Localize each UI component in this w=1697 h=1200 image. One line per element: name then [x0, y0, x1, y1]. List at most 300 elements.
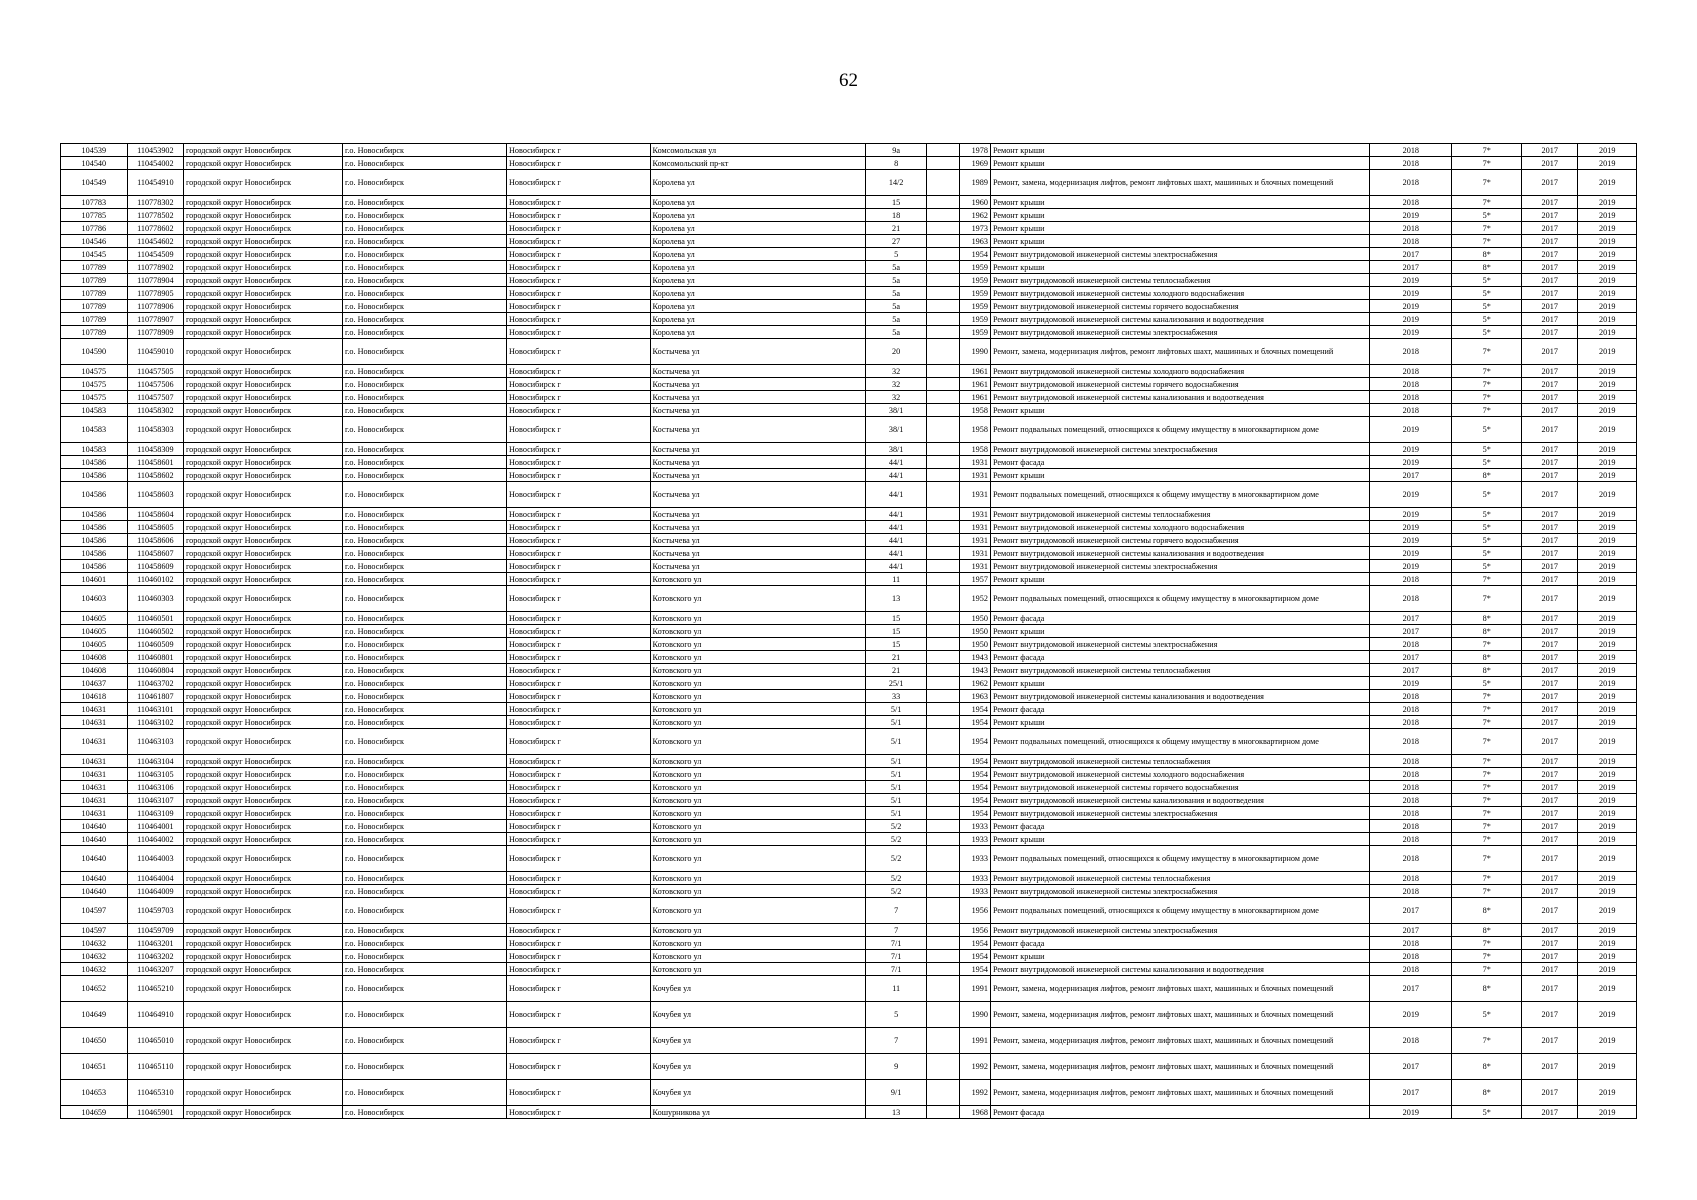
cell-plan-year: 2018	[1370, 339, 1452, 365]
cell-locality: Новосибирск г	[507, 573, 651, 586]
cell-work-type: Ремонт, замена, модернизация лифтов, ремонт лифтовых шахт, машинных и блочных помещений	[990, 170, 1369, 196]
table-row	[61, 196, 1637, 209]
cell-build-year: 1956	[960, 898, 991, 924]
cell-settlement: г.о. Новосибирск	[342, 404, 506, 417]
cell-build-year: 1950	[960, 625, 991, 638]
table-row	[61, 1028, 1637, 1054]
cell-settlement: г.о. Новосибирск	[342, 157, 506, 170]
cell-work-type: Ремонт внутридомовой инженерной системы холодного водоснабжения	[990, 521, 1369, 534]
cell-work-type: Ремонт подвальных помещений, относящихся к общему имуществу в многоквартирном доме	[990, 417, 1369, 443]
cell-work-id: 110460509	[127, 638, 183, 651]
cell-period-end: 2019	[1578, 456, 1637, 469]
table-row	[61, 157, 1637, 170]
cell-period-end: 2019	[1578, 365, 1637, 378]
cell-period-end: 2019	[1578, 963, 1637, 976]
cell-plan-year: 2018	[1370, 950, 1452, 963]
table-row	[61, 391, 1637, 404]
cell-locality: Новосибирск г	[507, 443, 651, 456]
cell-house-id: 104649	[61, 1002, 128, 1028]
cell-municipal-district: городской округ Новосибирск	[184, 820, 343, 833]
cell-locality: Новосибирск г	[507, 339, 651, 365]
cell-work-id: 110457507	[127, 391, 183, 404]
cell-build-year: 1989	[960, 170, 991, 196]
cell-build-year: 1958	[960, 404, 991, 417]
cell-work-type: Ремонт крыши	[990, 833, 1369, 846]
cell-period-end: 2019	[1578, 1028, 1637, 1054]
cell-period-start: 2017	[1522, 469, 1578, 482]
cell-build-year: 1959	[960, 287, 991, 300]
cell-plan-year: 2019	[1370, 313, 1452, 326]
cell-settlement: г.о. Новосибирск	[342, 664, 506, 677]
cell-build-year: 1990	[960, 1002, 991, 1028]
cell-plan-year: 2018	[1370, 885, 1452, 898]
cell-settlement: г.о. Новосибирск	[342, 521, 506, 534]
cell-house-number: 13	[865, 586, 927, 612]
cell-period-start: 2017	[1522, 157, 1578, 170]
cell-period-start: 2017	[1522, 261, 1578, 274]
cell-settlement: г.о. Новосибирск	[342, 716, 506, 729]
cell-locality: Новосибирск г	[507, 417, 651, 443]
table-row	[61, 235, 1637, 248]
cell-settlement: г.о. Новосибирск	[342, 976, 506, 1002]
cell-municipal-district: городской округ Новосибирск	[184, 274, 343, 287]
cell-street: Костычева ул	[650, 469, 865, 482]
cell-locality: Новосибирск г	[507, 794, 651, 807]
cell-plan-year: 2018	[1370, 768, 1452, 781]
cell-priority: 5*	[1452, 417, 1522, 443]
cell-work-id: 110463109	[127, 807, 183, 820]
cell-locality: Новосибирск г	[507, 482, 651, 508]
cell-street: Костычева ул	[650, 482, 865, 508]
cell-settlement: г.о. Новосибирск	[342, 885, 506, 898]
cell-period-start: 2017	[1522, 937, 1578, 950]
cell-municipal-district: городской округ Новосибирск	[184, 950, 343, 963]
cell-work-type: Ремонт крыши	[990, 677, 1369, 690]
cell-settlement: г.о. Новосибирск	[342, 820, 506, 833]
cell-locality: Новосибирск г	[507, 846, 651, 872]
cell-period-end: 2019	[1578, 443, 1637, 456]
cell-municipal-district: городской округ Новосибирск	[184, 417, 343, 443]
cell-street: Костычева ул	[650, 521, 865, 534]
cell-building	[927, 807, 960, 820]
table-row	[61, 287, 1637, 300]
cell-house-number: 5а	[865, 326, 927, 339]
cell-locality: Новосибирск г	[507, 222, 651, 235]
cell-work-id: 110464910	[127, 1002, 183, 1028]
cell-period-end: 2019	[1578, 937, 1637, 950]
cell-work-id: 110464009	[127, 885, 183, 898]
cell-period-start: 2017	[1522, 664, 1578, 677]
cell-period-end: 2019	[1578, 638, 1637, 651]
cell-locality: Новосибирск г	[507, 1054, 651, 1080]
cell-house-id: 104575	[61, 391, 128, 404]
cell-settlement: г.о. Новосибирск	[342, 1028, 506, 1054]
cell-period-end: 2019	[1578, 235, 1637, 248]
cell-house-id: 107789	[61, 326, 128, 339]
cell-municipal-district: городской округ Новосибирск	[184, 560, 343, 573]
cell-building	[927, 885, 960, 898]
cell-work-id: 110460303	[127, 586, 183, 612]
cell-house-number: 7	[865, 1028, 927, 1054]
table-row	[61, 612, 1637, 625]
table-row	[61, 937, 1637, 950]
cell-plan-year: 2018	[1370, 716, 1452, 729]
table-row	[61, 781, 1637, 794]
table-row	[61, 456, 1637, 469]
cell-house-id: 104546	[61, 235, 128, 248]
cell-building	[927, 456, 960, 469]
cell-building	[927, 365, 960, 378]
cell-house-id: 104650	[61, 1028, 128, 1054]
cell-period-end: 2019	[1578, 885, 1637, 898]
cell-work-id: 110463702	[127, 677, 183, 690]
cell-period-end: 2019	[1578, 690, 1637, 703]
cell-street: Котовского ул	[650, 872, 865, 885]
cell-period-start: 2017	[1522, 794, 1578, 807]
cell-settlement: г.о. Новосибирск	[342, 274, 506, 287]
cell-locality: Новосибирск г	[507, 638, 651, 651]
table-row	[61, 274, 1637, 287]
cell-plan-year: 2018	[1370, 729, 1452, 755]
cell-house-id: 104631	[61, 768, 128, 781]
cell-work-id: 110454002	[127, 157, 183, 170]
table-row	[61, 885, 1637, 898]
cell-street: Котовского ул	[650, 638, 865, 651]
cell-building	[927, 768, 960, 781]
cell-settlement: г.о. Новосибирск	[342, 937, 506, 950]
cell-street: Котовского ул	[650, 625, 865, 638]
cell-period-start: 2017	[1522, 976, 1578, 1002]
cell-plan-year: 2018	[1370, 703, 1452, 716]
cell-plan-year: 2018	[1370, 820, 1452, 833]
cell-priority: 5*	[1452, 482, 1522, 508]
cell-period-start: 2017	[1522, 196, 1578, 209]
cell-municipal-district: городской округ Новосибирск	[184, 521, 343, 534]
cell-settlement: г.о. Новосибирск	[342, 365, 506, 378]
cell-house-number: 5/2	[865, 846, 927, 872]
cell-work-type: Ремонт крыши	[990, 573, 1369, 586]
cell-plan-year: 2017	[1370, 248, 1452, 261]
cell-locality: Новосибирск г	[507, 833, 651, 846]
cell-period-end: 2019	[1578, 300, 1637, 313]
table-row	[61, 586, 1637, 612]
cell-settlement: г.о. Новосибирск	[342, 547, 506, 560]
cell-work-id: 110463101	[127, 703, 183, 716]
cell-municipal-district: городской округ Новосибирск	[184, 781, 343, 794]
cell-settlement: г.о. Новосибирск	[342, 144, 506, 157]
cell-period-start: 2017	[1522, 846, 1578, 872]
cell-settlement: г.о. Новосибирск	[342, 1054, 506, 1080]
cell-settlement: г.о. Новосибирск	[342, 170, 506, 196]
cell-work-id: 110463107	[127, 794, 183, 807]
cell-period-start: 2017	[1522, 287, 1578, 300]
cell-period-start: 2017	[1522, 1106, 1578, 1119]
cell-build-year: 1991	[960, 1028, 991, 1054]
cell-house-id: 104640	[61, 885, 128, 898]
cell-settlement: г.о. Новосибирск	[342, 378, 506, 391]
cell-period-start: 2017	[1522, 898, 1578, 924]
cell-building	[927, 196, 960, 209]
cell-priority: 7*	[1452, 391, 1522, 404]
cell-house-id: 104586	[61, 508, 128, 521]
cell-period-end: 2019	[1578, 222, 1637, 235]
cell-house-id: 107789	[61, 287, 128, 300]
cell-house-number: 5/1	[865, 755, 927, 768]
cell-building	[927, 703, 960, 716]
cell-locality: Новосибирск г	[507, 963, 651, 976]
cell-work-id: 110465210	[127, 976, 183, 1002]
cell-street: Королева ул	[650, 235, 865, 248]
table-row	[61, 664, 1637, 677]
cell-plan-year: 2017	[1370, 612, 1452, 625]
cell-period-start: 2017	[1522, 573, 1578, 586]
cell-municipal-district: городской округ Новосибирск	[184, 170, 343, 196]
cell-build-year: 1931	[960, 560, 991, 573]
table-row	[61, 417, 1637, 443]
cell-house-id: 104586	[61, 456, 128, 469]
cell-plan-year: 2018	[1370, 365, 1452, 378]
cell-priority: 7*	[1452, 196, 1522, 209]
cell-period-start: 2017	[1522, 1002, 1578, 1028]
cell-build-year: 1931	[960, 456, 991, 469]
cell-locality: Новосибирск г	[507, 209, 651, 222]
cell-settlement: г.о. Новосибирск	[342, 950, 506, 963]
cell-house-id: 104631	[61, 807, 128, 820]
cell-period-start: 2017	[1522, 378, 1578, 391]
cell-plan-year: 2018	[1370, 807, 1452, 820]
cell-building	[927, 248, 960, 261]
table-row	[61, 898, 1637, 924]
table-row	[61, 326, 1637, 339]
cell-priority: 5*	[1452, 287, 1522, 300]
cell-period-end: 2019	[1578, 677, 1637, 690]
cell-build-year: 1943	[960, 664, 991, 677]
cell-period-start: 2017	[1522, 677, 1578, 690]
cell-build-year: 1954	[960, 937, 991, 950]
cell-municipal-district: городской округ Новосибирск	[184, 703, 343, 716]
cell-building	[927, 378, 960, 391]
cell-build-year: 1931	[960, 534, 991, 547]
cell-period-end: 2019	[1578, 755, 1637, 768]
cell-street: Котовского ул	[650, 755, 865, 768]
cell-period-end: 2019	[1578, 586, 1637, 612]
cell-building	[927, 339, 960, 365]
cell-street: Котовского ул	[650, 677, 865, 690]
cell-house-id: 104631	[61, 781, 128, 794]
cell-build-year: 1978	[960, 144, 991, 157]
table-row	[61, 313, 1637, 326]
cell-work-type: Ремонт подвальных помещений, относящихся к общему имуществу в многоквартирном доме	[990, 482, 1369, 508]
cell-locality: Новосибирск г	[507, 1002, 651, 1028]
cell-building	[927, 144, 960, 157]
cell-plan-year: 2018	[1370, 937, 1452, 950]
cell-work-id: 110778602	[127, 222, 183, 235]
cell-priority: 8*	[1452, 612, 1522, 625]
cell-building	[927, 443, 960, 456]
cell-building	[927, 664, 960, 677]
cell-settlement: г.о. Новосибирск	[342, 1080, 506, 1106]
cell-house-id: 104632	[61, 963, 128, 976]
cell-settlement: г.о. Новосибирск	[342, 261, 506, 274]
cell-house-id: 104640	[61, 833, 128, 846]
cell-locality: Новосибирск г	[507, 677, 651, 690]
cell-period-end: 2019	[1578, 924, 1637, 937]
cell-work-id: 110458602	[127, 469, 183, 482]
cell-settlement: г.о. Новосибирск	[342, 586, 506, 612]
cell-build-year: 1959	[960, 313, 991, 326]
cell-period-start: 2017	[1522, 144, 1578, 157]
cell-building	[927, 729, 960, 755]
cell-period-end: 2019	[1578, 612, 1637, 625]
cell-plan-year: 2018	[1370, 781, 1452, 794]
cell-building	[927, 898, 960, 924]
cell-house-number: 20	[865, 339, 927, 365]
cell-locality: Новосибирск г	[507, 287, 651, 300]
cell-settlement: г.о. Новосибирск	[342, 443, 506, 456]
cell-period-start: 2017	[1522, 1028, 1578, 1054]
table-row	[61, 339, 1637, 365]
cell-work-type: Ремонт крыши	[990, 222, 1369, 235]
cell-street: Костычева ул	[650, 534, 865, 547]
cell-building	[927, 690, 960, 703]
cell-priority: 8*	[1452, 1054, 1522, 1080]
cell-municipal-district: городской округ Новосибирск	[184, 677, 343, 690]
cell-house-number: 5/1	[865, 729, 927, 755]
table-row	[61, 820, 1637, 833]
cell-locality: Новосибирск г	[507, 378, 651, 391]
table-row	[61, 482, 1637, 508]
cell-locality: Новосибирск г	[507, 456, 651, 469]
cell-street: Костычева ул	[650, 560, 865, 573]
cell-plan-year: 2018	[1370, 144, 1452, 157]
cell-house-number: 5/1	[865, 716, 927, 729]
cell-period-start: 2017	[1522, 807, 1578, 820]
cell-work-id: 110465110	[127, 1054, 183, 1080]
cell-municipal-district: городской округ Новосибирск	[184, 651, 343, 664]
table-row	[61, 534, 1637, 547]
cell-locality: Новосибирск г	[507, 547, 651, 560]
cell-period-end: 2019	[1578, 833, 1637, 846]
cell-work-id: 110461807	[127, 690, 183, 703]
cell-plan-year: 2018	[1370, 222, 1452, 235]
cell-municipal-district: городской округ Новосибирск	[184, 365, 343, 378]
cell-period-end: 2019	[1578, 274, 1637, 287]
cell-period-end: 2019	[1578, 482, 1637, 508]
cell-priority: 7*	[1452, 573, 1522, 586]
cell-municipal-district: городской округ Новосибирск	[184, 1106, 343, 1119]
cell-period-end: 2019	[1578, 391, 1637, 404]
cell-priority: 5*	[1452, 521, 1522, 534]
cell-work-id: 110465310	[127, 1080, 183, 1106]
cell-work-id: 110460804	[127, 664, 183, 677]
cell-locality: Новосибирск г	[507, 755, 651, 768]
cell-period-end: 2019	[1578, 898, 1637, 924]
cell-period-end: 2019	[1578, 1002, 1637, 1028]
cell-building	[927, 586, 960, 612]
cell-house-id: 104659	[61, 1106, 128, 1119]
cell-build-year: 1958	[960, 443, 991, 456]
table-row	[61, 248, 1637, 261]
cell-priority: 7*	[1452, 378, 1522, 391]
cell-house-id: 104583	[61, 404, 128, 417]
table-row	[61, 638, 1637, 651]
cell-locality: Новосибирск г	[507, 768, 651, 781]
table-row	[61, 1054, 1637, 1080]
cell-work-type: Ремонт, замена, модернизация лифтов, ремонт лифтовых шахт, машинных и блочных помещений	[990, 1028, 1369, 1054]
cell-building	[927, 417, 960, 443]
cell-locality: Новосибирск г	[507, 690, 651, 703]
cell-work-id: 110453902	[127, 144, 183, 157]
cell-period-start: 2017	[1522, 274, 1578, 287]
cell-work-type: Ремонт фасада	[990, 820, 1369, 833]
cell-period-end: 2019	[1578, 573, 1637, 586]
cell-plan-year: 2018	[1370, 573, 1452, 586]
cell-settlement: г.о. Новосибирск	[342, 768, 506, 781]
cell-build-year: 1954	[960, 807, 991, 820]
cell-settlement: г.о. Новосибирск	[342, 690, 506, 703]
cell-house-id: 107786	[61, 222, 128, 235]
cell-priority: 8*	[1452, 976, 1522, 1002]
cell-plan-year: 2019	[1370, 560, 1452, 573]
cell-work-type: Ремонт внутридомовой инженерной системы холодного водоснабжения	[990, 287, 1369, 300]
cell-priority: 7*	[1452, 755, 1522, 768]
cell-priority: 7*	[1452, 729, 1522, 755]
cell-work-type: Ремонт внутридомовой инженерной системы теплоснабжения	[990, 274, 1369, 287]
cell-locality: Новосибирск г	[507, 976, 651, 1002]
cell-building	[927, 924, 960, 937]
cell-house-number: 44/1	[865, 508, 927, 521]
cell-priority: 5*	[1452, 677, 1522, 690]
cell-plan-year: 2018	[1370, 404, 1452, 417]
cell-municipal-district: городской округ Новосибирск	[184, 1002, 343, 1028]
table-row	[61, 729, 1637, 755]
cell-period-end: 2019	[1578, 209, 1637, 222]
cell-street: Королева ул	[650, 274, 865, 287]
cell-work-type: Ремонт подвальных помещений, относящихся к общему имуществу в многоквартирном доме	[990, 846, 1369, 872]
cell-house-number: 32	[865, 365, 927, 378]
cell-house-number: 38/1	[865, 404, 927, 417]
cell-period-end: 2019	[1578, 768, 1637, 781]
cell-plan-year: 2019	[1370, 417, 1452, 443]
cell-settlement: г.о. Новосибирск	[342, 1002, 506, 1028]
cell-house-number: 11	[865, 976, 927, 1002]
cell-priority: 7*	[1452, 885, 1522, 898]
cell-period-start: 2017	[1522, 690, 1578, 703]
cell-work-type: Ремонт, замена, модернизация лифтов, ремонт лифтовых шахт, машинных и блочных помещений	[990, 1054, 1369, 1080]
cell-work-type: Ремонт внутридомовой инженерной системы теплоснабжения	[990, 508, 1369, 521]
cell-period-start: 2017	[1522, 755, 1578, 768]
cell-work-type: Ремонт внутридомовой инженерной системы электроснабжения	[990, 560, 1369, 573]
cell-settlement: г.о. Новосибирск	[342, 235, 506, 248]
cell-priority: 8*	[1452, 651, 1522, 664]
cell-period-end: 2019	[1578, 781, 1637, 794]
cell-build-year: 1954	[960, 755, 991, 768]
cell-municipal-district: городской округ Новосибирск	[184, 833, 343, 846]
cell-municipal-district: городской округ Новосибирск	[184, 196, 343, 209]
cell-plan-year: 2017	[1370, 976, 1452, 1002]
cell-locality: Новосибирск г	[507, 716, 651, 729]
cell-municipal-district: городской округ Новосибирск	[184, 443, 343, 456]
cell-build-year: 1931	[960, 469, 991, 482]
cell-locality: Новосибирск г	[507, 625, 651, 638]
cell-municipal-district: городской округ Новосибирск	[184, 1054, 343, 1080]
cell-priority: 7*	[1452, 703, 1522, 716]
cell-plan-year: 2017	[1370, 261, 1452, 274]
cell-plan-year: 2017	[1370, 469, 1452, 482]
cell-period-end: 2019	[1578, 144, 1637, 157]
cell-period-end: 2019	[1578, 1106, 1637, 1119]
cell-work-id: 110454910	[127, 170, 183, 196]
